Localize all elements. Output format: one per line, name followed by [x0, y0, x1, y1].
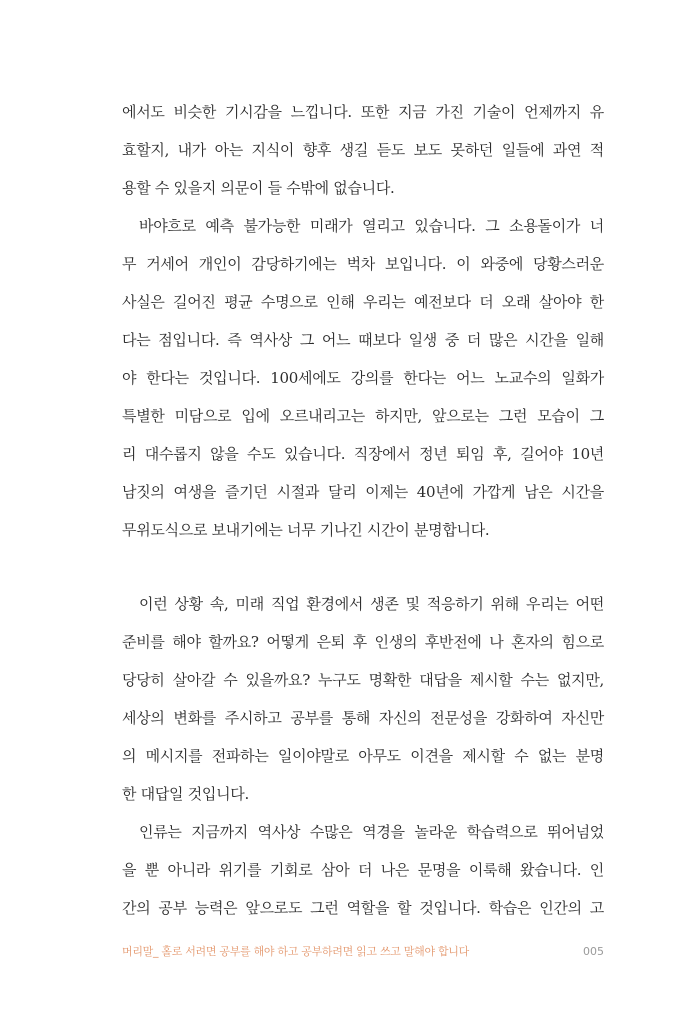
- body-line: 리 대수롭지 않을 수도 있습니다. 직장에서 정년 퇴임 후, 길어야 10년: [122, 445, 604, 463]
- body-line: 에서도 비슷한 기시감을 느낍니다. 또한 지금 가진 기술이 언제까지 유: [122, 103, 604, 121]
- running-title: 머리말_ 홀로 서려면 공부를 해야 하고 공부하려면 읽고 쓰고 말해야 합니다: [122, 945, 469, 958]
- body-line: 효할지, 내가 아는 지식이 향후 생길 듣도 보도 못하던 일들에 과연 적: [122, 141, 604, 159]
- body-line: 간의 공부 능력은 앞으로도 그런 역할을 할 것입니다. 학습은 인간의 고: [122, 899, 604, 917]
- body-line: 야 한다는 것입니다. 100세에도 강의를 한다는 어느 노교수의 일화가: [122, 369, 604, 387]
- body-line: 다는 점입니다. 즉 역사상 그 어느 때보다 일생 중 더 많은 시간을 일해: [122, 331, 604, 349]
- body-line: 무위도식으로 보내기에는 너무 기나긴 시간이 분명합니다.: [122, 521, 490, 539]
- body-line: 무 거세어 개인이 감당하기에는 벅차 보입니다. 이 와중에 당황스러운: [122, 255, 604, 273]
- body-line: 의 메시지를 전파하는 일이야말로 아무도 이견을 제시할 수 없는 분명: [122, 747, 604, 765]
- body-line: 남짓의 여생을 즐기던 시절과 달리 이제는 40년에 가깝게 남은 시간을: [122, 483, 604, 501]
- body-line: 특별한 미담으로 입에 오르내리고는 하지만, 앞으로는 그런 모습이 그: [122, 407, 604, 425]
- body-line: 준비를 해야 할까요? 어떻게 은퇴 후 인생의 후반전에 나 혼자의 힘으로: [122, 633, 604, 651]
- body-line: 인류는 지금까지 역사상 수많은 역경을 놀라운 학습력으로 뛰어넘었: [139, 823, 604, 841]
- body-line: 용할 수 있을지 의문이 들 수밖에 없습니다.: [122, 179, 395, 197]
- body-line: 세상의 변화를 주시하고 공부를 통해 자신의 전문성을 강화하여 자신만: [122, 709, 604, 727]
- page-number: 005: [583, 945, 604, 958]
- body-line: 한 대답일 것입니다.: [122, 785, 249, 803]
- body-line: 당당히 살아갈 수 있을까요? 누구도 명확한 대답을 제시할 수는 없지만,: [122, 671, 604, 689]
- body-line: 사실은 길어진 평균 수명으로 인해 우리는 예전보다 더 오래 살아야 한: [122, 293, 604, 311]
- body-line: 을 뿐 아니라 위기를 기회로 삼아 더 나은 문명을 이룩해 왔습니다. 인: [122, 861, 604, 879]
- body-line: 이런 상황 속, 미래 직업 환경에서 생존 및 적응하기 위해 우리는 어떤: [139, 595, 604, 613]
- body-line: 바야흐로 예측 불가능한 미래가 열리고 있습니다. 그 소용돌이가 너: [139, 217, 604, 235]
